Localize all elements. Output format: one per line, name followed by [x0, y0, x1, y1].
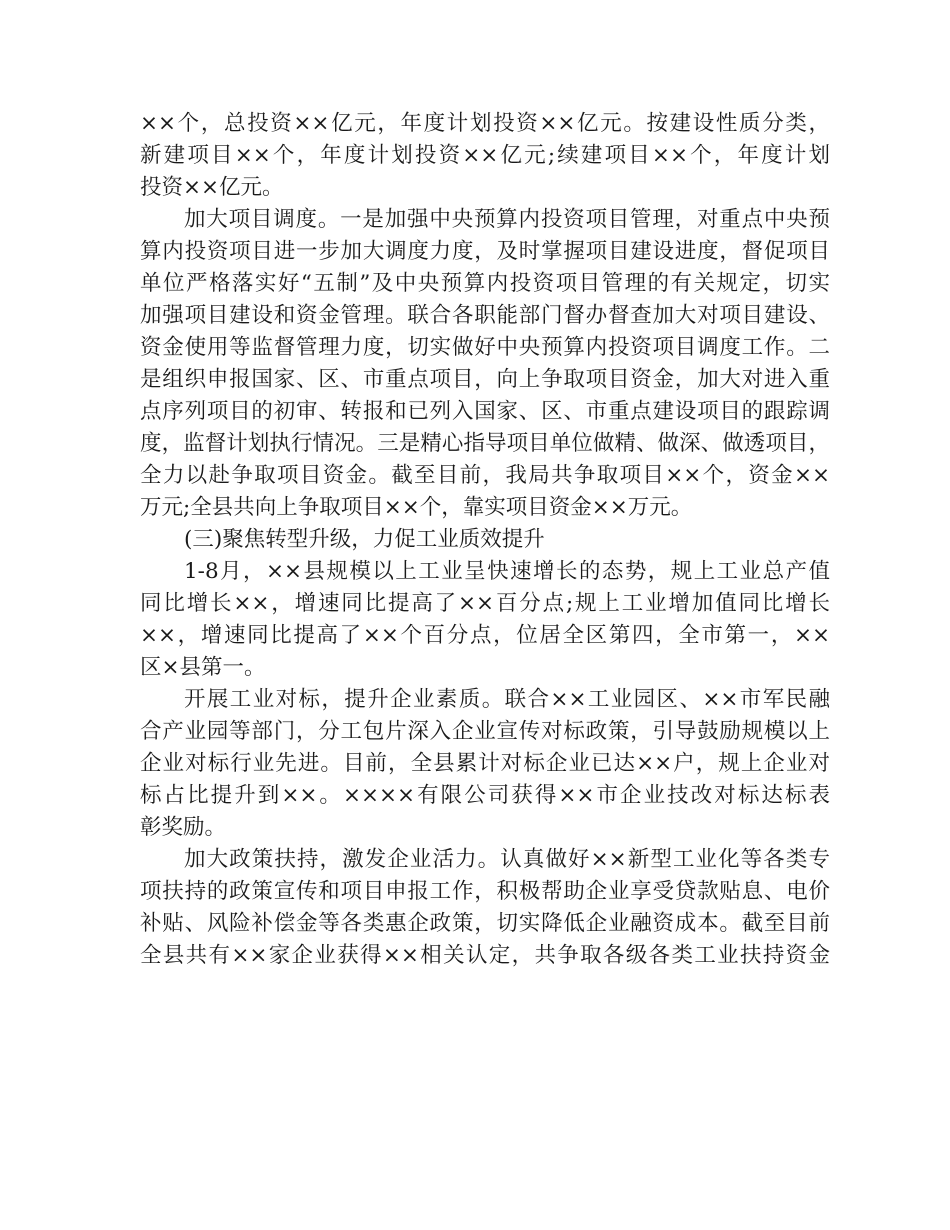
text-line: 补贴、风险补偿金等各类惠企政策，切实降低企业融资成本。截至目前 [140, 911, 830, 936]
text-line: 算内投资项目进一步加大调度力度，及时掌握项目建设进度，督促项目 [140, 239, 830, 264]
text-line: 点序列项目的初审、转报和已列入国家、区、市重点建设项目的跟踪调 [140, 399, 830, 424]
paragraph-1 [140, 108, 830, 204]
paragraph-4 [140, 556, 830, 684]
text-line: 企业对标行业先进。目前，全县累计对标企业已达××户，规上企业对 [140, 751, 830, 776]
paragraph-2 [140, 204, 830, 524]
text-line: 全县共有××家企业获得××相关认定，共争取各级各类工业扶持资金 [140, 943, 830, 968]
text-line: 彰奖励。 [140, 815, 227, 840]
text-line: 万元;全县共向上争取项目××个，靠实项目资金××万元。 [140, 495, 693, 520]
text-line: 合产业园等部门，分工包片深入企业宣传对标政策，引导鼓励规模以上 [140, 719, 830, 744]
text-line: 标占比提升到××。××××有限公司获得××市企业技改对标达标表 [140, 783, 830, 808]
section-heading [140, 524, 830, 556]
text-line: 加大项目调度。一是加强中央预算内投资项目管理，对重点中央预 [184, 207, 830, 232]
text-line: 投资××亿元。 [140, 175, 284, 200]
text-line: 资金使用等监督管理力度，切实做好中央预算内投资项目调度工作。二 [140, 335, 830, 360]
text-line: 加强项目建设和资金管理。联合各职能部门督办督查加大对项目建设、 [140, 303, 830, 328]
paragraph-6 [140, 844, 830, 972]
text-line: 是组织申报国家、区、市重点项目，向上争取项目资金，加大对进入重 [140, 367, 830, 392]
text-line: 区×县第一。 [140, 655, 266, 680]
text-line: 全力以赴争取项目资金。截至目前，我局共争取项目××个，资金×× [140, 463, 830, 488]
text-line: 单位严格落实好“五制”及中央预算内投资项目管理的有关规定，切实 [140, 271, 830, 296]
text-line: 开展工业对标，提升企业素质。联合××工业园区、××市军民融 [184, 687, 830, 712]
section-heading-text: (三)聚焦转型升级，力促工业质效提升 [184, 527, 545, 552]
document-page [140, 108, 830, 972]
text-line: 新建项目××个，年度计划投资××亿元;续建项目××个，年度计划 [140, 143, 830, 168]
text-line: 加大政策扶持，激发企业活力。认真做好××新型工业化等各类专 [184, 847, 830, 872]
text-line: ××，增速同比提高了××个百分点，位居全区第四，全市第一，×× [140, 623, 830, 648]
text-line: 度，监督计划执行情况。三是精心指导项目单位做精、做深、做透项目， [140, 431, 830, 456]
paragraph-5 [140, 684, 830, 844]
text-line: 1-8月，××县规模以上工业呈快速增长的态势，规上工业总产值 [184, 559, 830, 584]
text-line: ××个，总投资××亿元，年度计划投资××亿元。按建设性质分类， [140, 111, 830, 136]
text-line: 项扶持的政策宣传和项目申报工作，积极帮助企业享受贷款贴息、电价 [140, 879, 830, 904]
text-line: 同比增长××，增速同比提高了××百分点;规上工业增加值同比增长 [140, 591, 830, 616]
